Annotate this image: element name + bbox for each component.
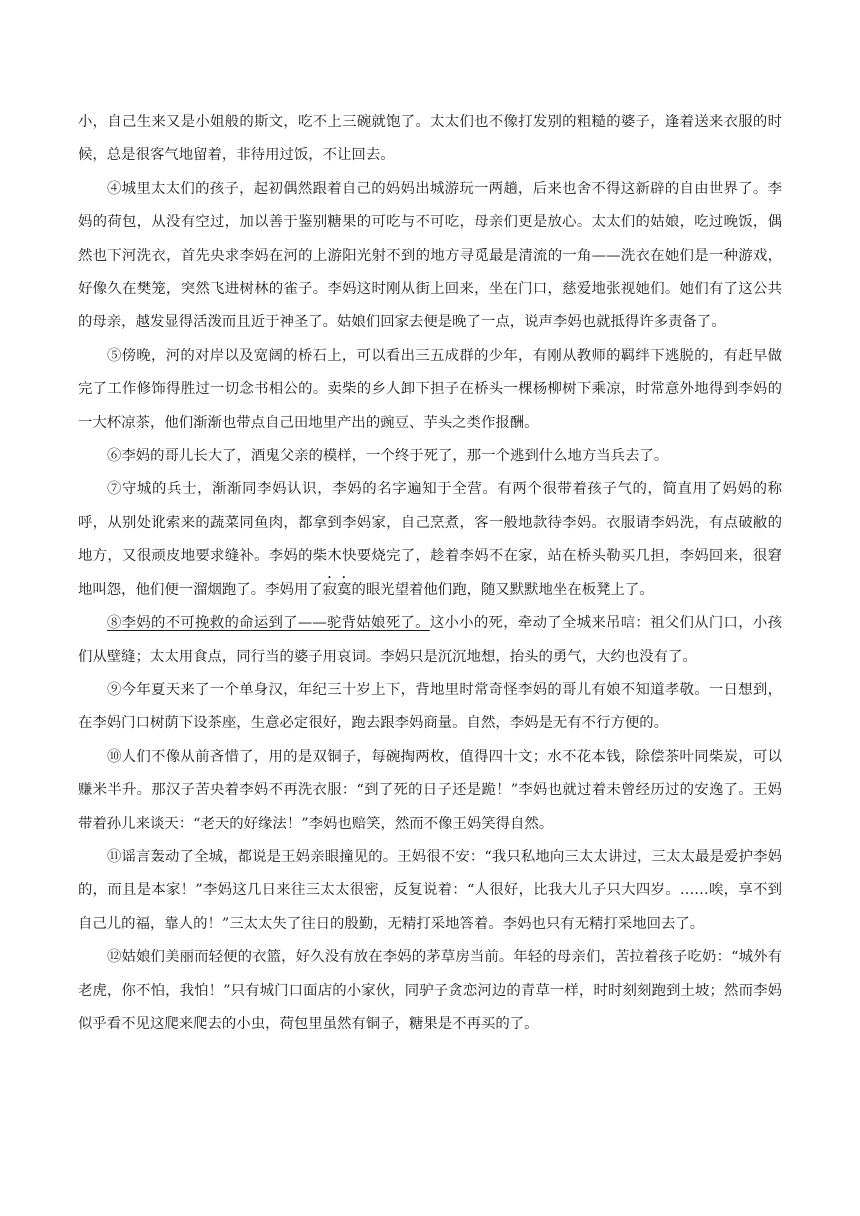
paragraph-7 <box>78 473 782 607</box>
paragraph-10: ⑩人们不像从前吝惜了，用的是双铜子，每碗掏两枚，值得四十文；水不花本钱，除偿茶叶同柴炭，可以赚米半升。那汉子苦央着李妈不再洗衣服：“到了死的日子还是跪！”李妈也就过着未曾经历过的安逸了。王妈带着孙儿来谈天：“老天的好缘法！”李妈也赔笑，然而不像王妈笑得自然。 <box>78 748 782 832</box>
underlined-sentence: ⑧李妈的不可挽救的命运到了——驼背姑娘死了。 <box>107 615 430 632</box>
paragraph-8-text-rest: 这小小的死，牵动了全城来吊唁：祖父们从门口，小孩们从壁缝；太太用食点，同行当的婆子用哀词。李妈只是沉沉地想，抬头的勇气，大约也没有了。 <box>78 615 782 665</box>
emphasized-word: 寂寞 <box>322 581 352 598</box>
paragraph-continued: 小，自己生来又是小姐般的斯文，吃不上三碗就饱了。太太们也不像打发别的粗糙的婆子，逢着送来衣服的时候，总是很客气地留着，非待用过饭，不让回去。 <box>78 114 782 164</box>
paragraph-5: ⑤傍晚，河的对岸以及宽阔的桥石上，可以看出三五成群的少年，有刚从教师的羁绊下逃脱的，有赶早做完了工作修饰得胜过一切念书相公的。卖柴的乡人卸下担子在桥头一棵杨柳树下乘凉，时常意外地得到李妈的一大杯凉茶，他们渐渐也带点自己田地里产出的豌豆、芋头之类作报酬。 <box>78 347 782 431</box>
paragraph-6: ⑥李妈的哥儿长大了，酒鬼父亲的模样，一个终于死了，那一个逃到什么地方当兵去了。 <box>107 448 669 465</box>
paragraph-9: ⑨今年夏天来了一个单身汉，年纪三十岁上下，背地里时常奇怪李妈的哥儿有娘不知道孝敬。一日想到，在李妈门口树荫下设茶座，生意必定很好，跑去跟李妈商量。自然，李妈是无有不行方便的。 <box>78 681 782 732</box>
paragraph-7-text-after: 的眼光望着他们跑，随又默默地坐在板凳上了。 <box>351 581 654 598</box>
paragraph-4: ④城里太太们的孩子，起初偶然跟着自己的妈妈出城游玩一两趟，后来也舍不得这新辟的自由世界了。李妈的荷包，从没有空过，加以善于鉴别糖果的可吃与不可吃，母亲们更是放心。太太们的姑娘，吃过晚饭，偶然也下河洗衣，首先央求李妈在河的上游阳光射不到的地方寻觅最是清流的一角——洗衣在她们是一种游戏，好像久在樊笼，突然飞进树林的雀子。李妈这时刚从街上回来，坐在门口，慈爱地张视她们。她们有了这公共的母亲，越发显得活泼而且近于神圣了。姑娘们回家去便是晚了一点，说声李妈也就抵得许多责备了。 <box>78 180 782 331</box>
paragraph-7-text-before: ⑦守城的兵士，渐渐同李妈认识，李妈的名字遍知于全营。有两个很带着孩子气的，简直用了妈妈的称呼，从别处讹索来的蔬菜同鱼肉，都拿到李妈家，自己烹煮，客一般地款待李妈。衣服请李妈洗，有点破敝的地方，又很顽皮地要求缝补。李妈的柴木快要烧完了，趁着李妈不在家，站在桥头勒买几担，李妈回来，很窘地叫怨，他们便一溜烟跑了。李妈用了 <box>78 481 782 598</box>
paragraph-11: ⑪谣言轰动了全城，都说是王妈亲眼撞见的。王妈很不安：“我只私地向三太太讲过，三太太最是爱护李妈的，而且是本家！”李妈这几日来往三太太很密，反复说着：“人很好，比我大儿子只大四岁。……唉，享不到自己儿的福，靠人的！”三太太失了往日的殷勤，无精打采地答着。李妈也只有无精打采地回去了。 <box>78 848 782 932</box>
document-page <box>78 106 782 1041</box>
paragraph-12: ⑫姑娘们美丽而轻便的衣篮，好久没有放在李妈的茅草房当前。年轻的母亲们，苦拉着孩子吃奶：“城外有老虎，你不怕，我怕！”只有城门口面店的小家伙，同驴子贪恋河边的青草一样，时时刻刻跑到土坡；然而李妈似乎看不见这爬来爬去的小虫，荷包里虽然有铜子，糖果是不再买的了。 <box>78 949 782 1032</box>
paragraph-8 <box>78 607 782 674</box>
